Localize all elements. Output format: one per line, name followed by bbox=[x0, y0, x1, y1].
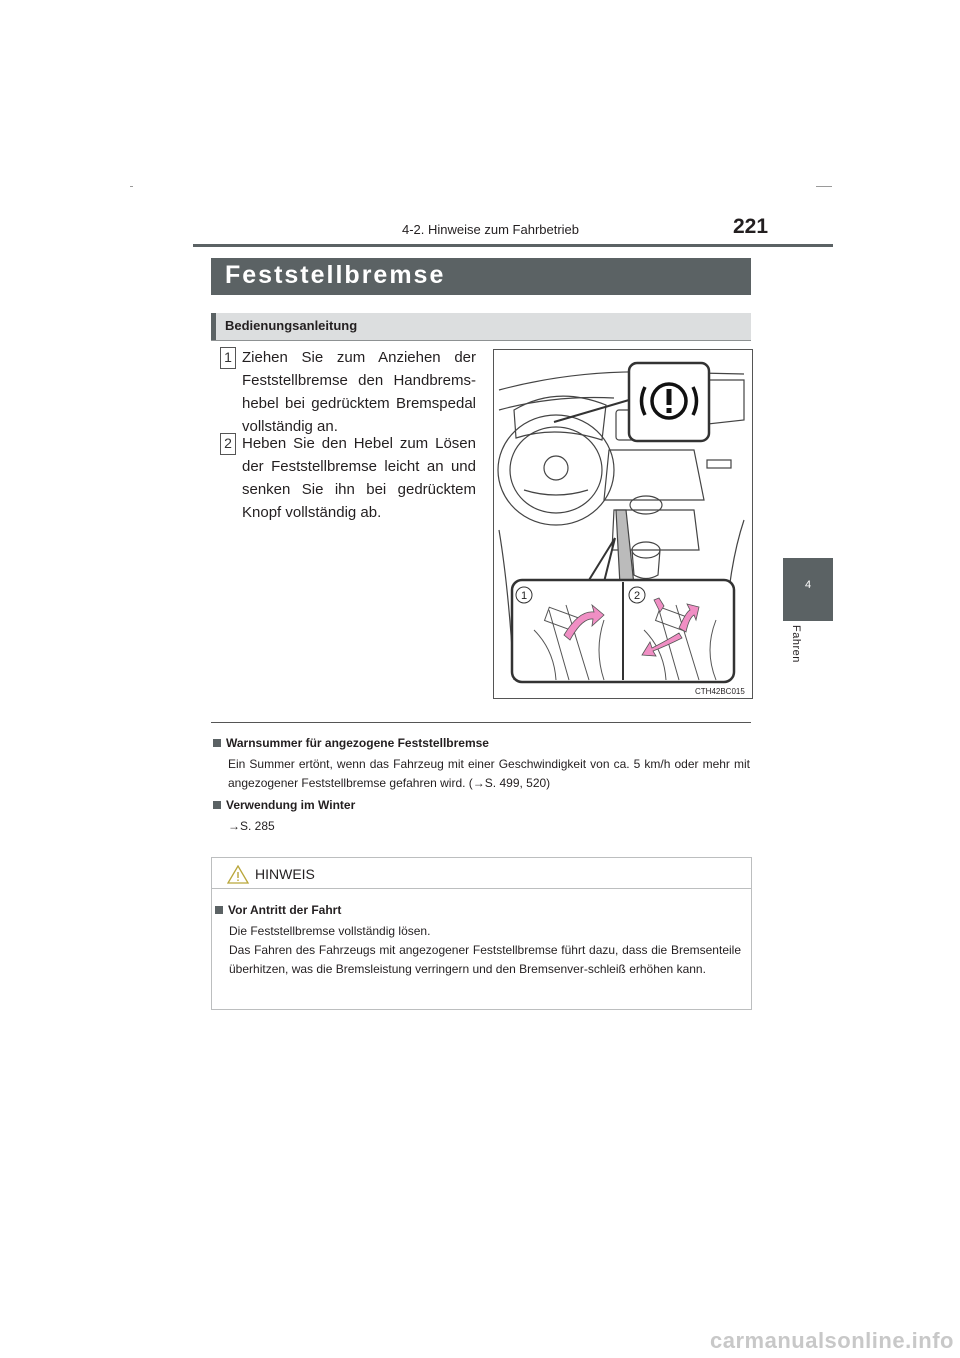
subtitle-bar bbox=[211, 313, 751, 341]
chapter-title bbox=[790, 625, 802, 685]
chapter-title-text: Fahren bbox=[790, 625, 802, 663]
crop-mark-right bbox=[816, 186, 832, 187]
note-bullet-icon bbox=[213, 801, 221, 809]
parking-brake-drawing bbox=[494, 350, 752, 698]
warning-body-2: Das Fahren des Fahrzeugs mit angezogener Feststellbremse führt dazu, dass die Bremsenteile überhitzen, was die Bremsleistung verringern und den Bremsenver-schleiß erhöhen kann. bbox=[229, 943, 741, 976]
note-body-1: Ein Summer ertönt, wenn das Fahrzeug mit einer Geschwindigkeit von ca. 5 km/h oder mehr mit angezogener Feststellbremse gefahren wird. (→S. 499, 520) bbox=[228, 757, 750, 790]
parking-brake-illustration bbox=[493, 349, 753, 699]
caution-triangle-icon bbox=[227, 865, 249, 884]
page-title: Feststellbremse bbox=[225, 261, 446, 289]
chapter-number: 4 bbox=[804, 579, 812, 591]
note-body-2: →S. 285 bbox=[228, 819, 275, 833]
note-bullet-icon bbox=[213, 739, 221, 747]
note-heading-2 bbox=[213, 798, 355, 812]
note-heading-1 bbox=[213, 736, 489, 750]
warning-heading bbox=[215, 903, 341, 917]
section-divider bbox=[211, 722, 751, 723]
subtitle: Bedienungsanleitung bbox=[225, 318, 358, 333]
note-heading-2-text: Verwendung im Winter bbox=[226, 798, 356, 812]
inset-callout-1: 1 bbox=[520, 590, 528, 602]
note-bullet-icon bbox=[215, 906, 223, 914]
warning-heading-text: Vor Antritt der Fahrt bbox=[228, 903, 342, 917]
warning-box bbox=[211, 857, 752, 1010]
step-number-1: 1 bbox=[220, 347, 236, 369]
step-number-2: 2 bbox=[220, 433, 236, 455]
page-title-bar bbox=[211, 258, 751, 295]
subtitle-accent bbox=[211, 313, 216, 340]
note-heading-1-text: Warnsummer für angezogene Feststellbremse bbox=[226, 736, 489, 750]
step-text-2: Heben Sie den Hebel zum Lösen der Feststellbremse leicht an und senken Sie ihn bei gedrücktem Knopf vollständig ab. bbox=[242, 435, 476, 521]
page-number: 221 bbox=[733, 215, 769, 238]
chapter-tab bbox=[783, 558, 833, 621]
header-rule bbox=[193, 244, 833, 247]
watermark: carmanualsonline.info bbox=[710, 1328, 954, 1353]
warning-label: HINWEIS bbox=[255, 866, 315, 882]
step-text-1: Ziehen Sie zum Anziehen der Feststellbremse den Handbrems-hebel bei gedrücktem Bremspedal vollständig an. bbox=[242, 349, 476, 435]
illustration-code: CTH42BC015 bbox=[695, 687, 745, 696]
crop-mark-left bbox=[130, 186, 133, 187]
warning-header bbox=[212, 858, 751, 889]
inset-callout-2: 2 bbox=[633, 590, 641, 602]
section-label: 4-2. Hinweise zum Fahrbetrieb bbox=[402, 222, 580, 237]
warning-body-1: Die Feststellbremse vollständig lösen. bbox=[229, 924, 431, 938]
